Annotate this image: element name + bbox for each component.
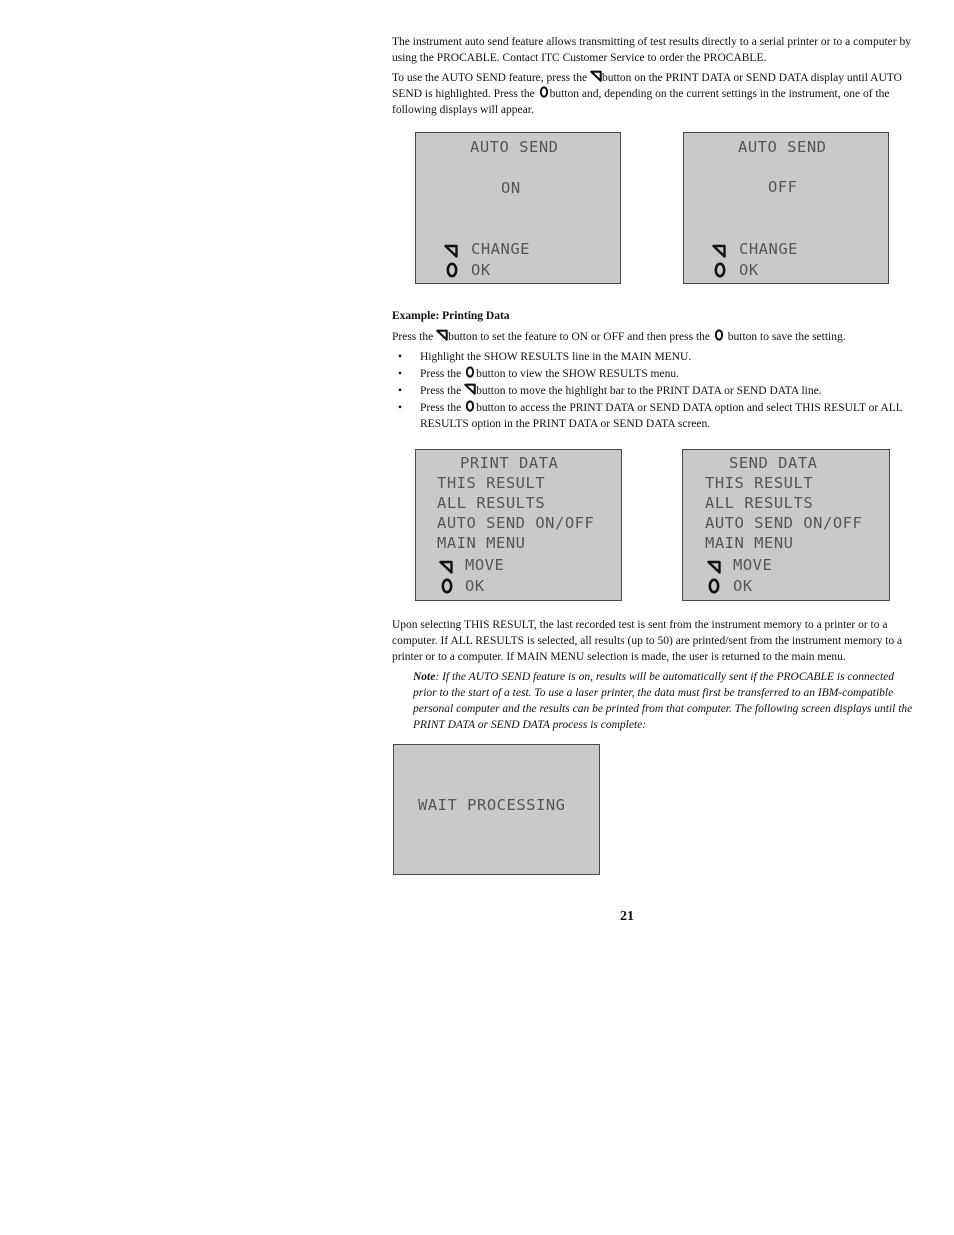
lcd-ok-label: OK bbox=[465, 577, 485, 595]
list-item: • Highlight the SHOW RESULTS line in the MAIN MENU. bbox=[392, 349, 912, 365]
ok-key-icon bbox=[445, 262, 459, 278]
lcd-value: OFF bbox=[768, 178, 798, 196]
ok-key-icon bbox=[464, 366, 476, 378]
ok-key-icon bbox=[713, 262, 727, 278]
down-arrow-key-icon bbox=[707, 559, 721, 575]
list-item: • Press the button to move the highlight bar to the PRINT DATA or SEND DATA line. bbox=[392, 383, 912, 399]
lcd-wait-processing bbox=[393, 744, 600, 875]
down-arrow-key-icon bbox=[590, 70, 602, 82]
down-arrow-key-icon bbox=[712, 243, 726, 259]
lcd-menu-item: AUTO SEND ON/OFF bbox=[437, 514, 595, 532]
lcd-menu-item: AUTO SEND ON/OFF bbox=[705, 514, 863, 532]
lcd-ok-label: OK bbox=[733, 577, 753, 595]
lcd-ok-label: OK bbox=[471, 261, 491, 279]
lcd-ok-label: OK bbox=[739, 261, 759, 279]
down-arrow-key-icon bbox=[444, 243, 458, 259]
ok-key-icon bbox=[713, 329, 725, 341]
list-item: • Press the button to view the SHOW RESULTS menu. bbox=[392, 366, 912, 382]
lcd-wait-text: WAIT PROCESSING bbox=[418, 796, 566, 814]
lcd-auto-send-on bbox=[415, 132, 621, 284]
lcd-menu-item: ALL RESULTS bbox=[437, 494, 546, 512]
lcd-print-data bbox=[415, 449, 622, 601]
lcd-move-label: MOVE bbox=[465, 556, 505, 574]
intro-paragraph-2: To use the AUTO SEND feature, press the button on the PRINT DATA or SEND DATA display until AUTO SEND is highlighted. Press the button and, depending on the current settings in the instrument, one of the following displays will appear. bbox=[392, 72, 902, 116]
lcd-menu-item: ALL RESULTS bbox=[705, 494, 814, 512]
lcd-change-label: CHANGE bbox=[739, 240, 798, 258]
down-arrow-key-icon bbox=[439, 559, 453, 575]
down-arrow-key-icon bbox=[436, 329, 448, 341]
lcd-menu-item: THIS RESULT bbox=[437, 474, 546, 492]
page-number: 21 bbox=[620, 909, 634, 924]
steps-list bbox=[392, 349, 912, 433]
list-item: • Press the button to access the PRINT DATA or SEND DATA option and select THIS RESULT or ALL RESULTS option in the PRINT DATA or SEND DATA screen. bbox=[392, 400, 912, 432]
down-arrow-key-icon bbox=[464, 383, 476, 395]
ok-key-icon bbox=[538, 86, 550, 98]
example-heading: Example: Printing Data bbox=[392, 310, 510, 322]
ok-key-icon bbox=[464, 400, 476, 412]
lcd-menu-item: THIS RESULT bbox=[705, 474, 814, 492]
lcd-move-label: MOVE bbox=[733, 556, 773, 574]
lcd-title: PRINT DATA bbox=[460, 454, 559, 472]
lcd-title: AUTO SEND bbox=[470, 138, 559, 156]
lcd-title: SEND DATA bbox=[729, 454, 818, 472]
lcd-change-label: CHANGE bbox=[471, 240, 530, 258]
ok-key-icon bbox=[707, 578, 721, 594]
lcd-value: ON bbox=[501, 179, 521, 197]
note-paragraph: Note: If the AUTO SEND feature is on, results will be automatically sent if the PROCABLE is connected prior to the start of a test. To use a laser printer, the data must first be transferred to an IBM-compatible personal computer and the results can be printed from that computer. The following screen displays until the PRINT DATA or SEND DATA process is complete: bbox=[413, 671, 913, 731]
result-explanation: Upon selecting THIS RESULT, the last recorded test is sent from the instrument memory to a printer or to a computer. If ALL RESULTS is selected, all results (up to 50) are printed/sent from the instrument memory to a printer or to a computer. If MAIN MENU selection is made, the user is returned to the main menu. bbox=[392, 619, 903, 663]
lcd-auto-send-off bbox=[683, 132, 889, 284]
example-instruction: Press the button to set the feature to ON or OFF and then press the button to save the setting. bbox=[392, 331, 846, 343]
lcd-title: AUTO SEND bbox=[738, 138, 827, 156]
lcd-menu-item: MAIN MENU bbox=[705, 534, 794, 552]
intro-paragraph-1: The instrument auto send feature allows transmitting of test results directly to a serial printer or to a computer by using the PROCABLE. Contact ITC Customer Service to order the PROCABLE. bbox=[392, 36, 911, 64]
ok-key-icon bbox=[440, 578, 454, 594]
lcd-menu-item: MAIN MENU bbox=[437, 534, 526, 552]
lcd-send-data bbox=[682, 449, 890, 601]
